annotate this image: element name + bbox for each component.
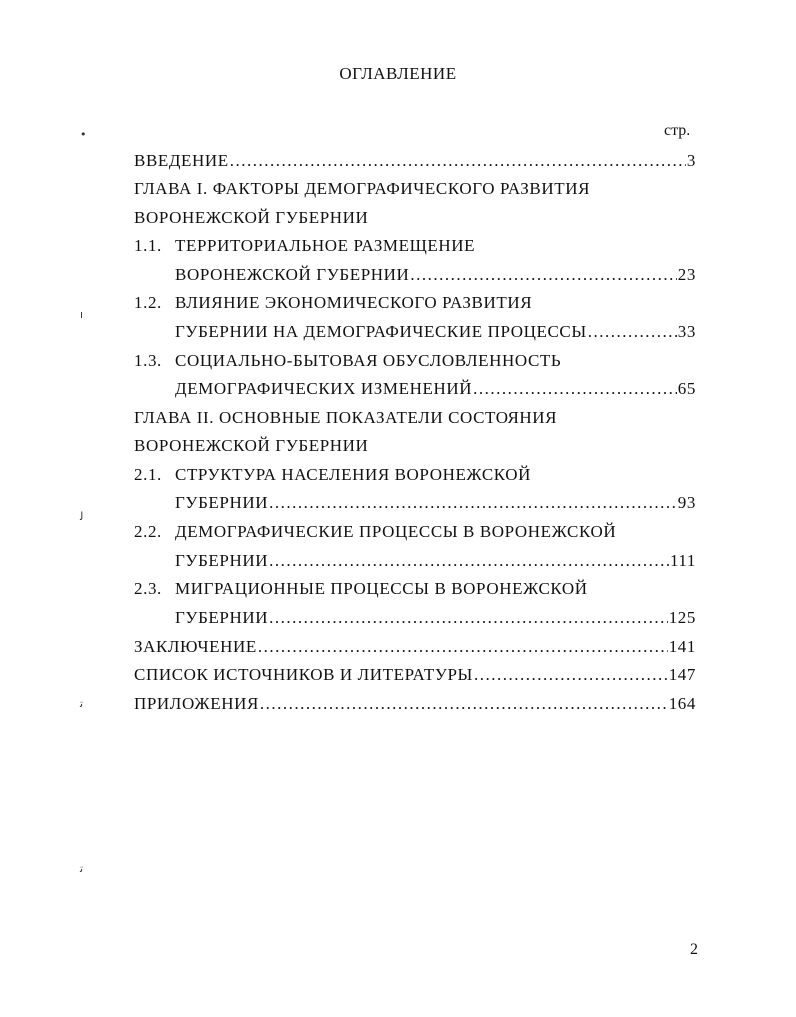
toc-section-2-3-line1[interactable] [134,578,588,600]
toc-section-title-cont: ГУБЕРНИИ [175,493,269,512]
toc-chapter-2-title-line2[interactable]: ВОРОНЕЖСКОЙ ГУБЕРНИИ [134,436,369,455]
scan-mark-icon: ﺗ [80,862,84,875]
toc-entry-page: 23 [677,265,696,284]
toc-section-title: СТРУКТУРА НАСЕЛЕНИЯ ВОРОНЕЖСКОЙ [175,465,532,484]
toc-entry-page: 164 [668,694,696,713]
toc-leader-dots [474,664,668,686]
toc-leader-dots [260,693,668,715]
toc-section-title-cont: ГУБЕРНИИ [175,551,269,570]
toc-section-2-3-line2[interactable] [175,607,696,629]
scan-mark-icon: ﺗ [80,697,84,710]
toc-leader-dots [588,321,677,343]
toc-section-2-1-line2[interactable] [175,492,696,514]
toc-entry-page: 65 [677,379,696,398]
toc-section-number: 1.1. [134,236,162,255]
toc-entry-title: ЗАКЛЮЧЕНИЕ [134,637,257,656]
toc-section-number: 2.1. [134,465,162,484]
toc-entry-bibliography[interactable] [134,664,696,686]
toc-section-title: СОЦИАЛЬНО-БЫТОВАЯ ОБУСЛОВЛЕННОСТЬ [175,351,562,370]
toc-section-title: ВЛИЯНИЕ ЭКОНОМИЧЕСКОГО РАЗВИТИЯ [175,293,533,312]
toc-entry-page: 125 [668,608,696,627]
toc-entry-page: 111 [669,551,696,570]
page-column-label: стр. [664,122,691,139]
toc-section-2-2-line2[interactable] [175,550,696,572]
toc-entry-conclusion[interactable] [134,636,696,658]
scan-mark-icon: • [80,128,87,141]
toc-section-2-2-line1[interactable] [134,521,616,543]
toc-chapter-1-title-line2[interactable]: ВОРОНЕЖСКОЙ ГУБЕРНИИ [134,208,369,227]
scan-mark-icon: ı [80,308,84,321]
page-title: ОГЛАВЛЕНИЕ [339,64,457,83]
toc-section-1-3-line1[interactable] [134,350,561,372]
toc-entry-introduction[interactable] [134,150,696,172]
toc-section-title: МИГРАЦИОННЫЕ ПРОЦЕССЫ В ВОРОНЕЖСКОЙ [175,579,588,598]
toc-leader-dots [269,550,669,572]
toc-section-1-3-line2[interactable] [175,378,696,400]
toc-section-title: ДЕМОГРАФИЧЕСКИЕ ПРОЦЕССЫ В ВОРОНЕЖСКОЙ [175,522,617,541]
toc-entry-page: 3 [686,151,696,170]
toc-entry-title: СПИСОК ИСТОЧНИКОВ И ЛИТЕРАТУРЫ [134,665,473,684]
toc-chapter-2-title-line1[interactable]: ГЛАВА II. ОСНОВНЫЕ ПОКАЗАТЕЛИ СОСТОЯНИЯ [134,408,558,427]
toc-leader-dots [473,378,677,400]
toc-leader-dots [269,492,677,514]
toc-leader-dots [410,264,676,286]
toc-section-title: ТЕРРИТОРИАЛЬНОЕ РАЗМЕЩЕНИЕ [175,236,476,255]
toc-entry-appendices[interactable] [134,693,696,715]
toc-section-title-cont: ГУБЕРНИИ НА ДЕМОГРАФИЧЕСКИЕ ПРОЦЕССЫ [175,322,587,341]
toc-entry-page: 93 [677,493,696,512]
toc-leader-dots [269,607,668,629]
toc-entry-page: 141 [668,637,696,656]
toc-section-number: 1.3. [134,351,162,370]
toc-leader-dots [258,636,668,658]
toc-section-1-2-line1[interactable] [134,292,532,314]
toc-entry-page: 147 [668,665,696,684]
toc-entry-title: ВВЕДЕНИЕ [134,151,229,170]
toc-section-1-2-line2[interactable] [175,321,696,343]
toc-section-number: 2.3. [134,579,162,598]
toc-section-number: 2.2. [134,522,162,541]
toc-section-title-cont: ГУБЕРНИИ [175,608,269,627]
toc-section-title-cont: ВОРОНЕЖСКОЙ ГУБЕРНИИ [175,265,410,284]
toc-section-2-1-line1[interactable] [134,464,531,486]
page-number: 2 [690,941,698,958]
toc-leader-dots [230,150,686,172]
scan-mark-icon: ﻟ [80,510,84,523]
toc-section-number: 1.2. [134,293,162,312]
toc-chapter-1-title-line1[interactable]: ГЛАВА I. ФАКТОРЫ ДЕМОГРАФИЧЕСКОГО РАЗВИТИЯ [134,179,591,198]
toc-section-title-cont: ДЕМОГРАФИЧЕСКИХ ИЗМЕНЕНИЙ [175,379,473,398]
toc-entry-title: ПРИЛОЖЕНИЯ [134,694,259,713]
toc-section-1-1-line2[interactable] [175,264,696,286]
toc-entry-page: 33 [677,322,696,341]
toc-section-1-1-line1[interactable] [134,235,475,257]
